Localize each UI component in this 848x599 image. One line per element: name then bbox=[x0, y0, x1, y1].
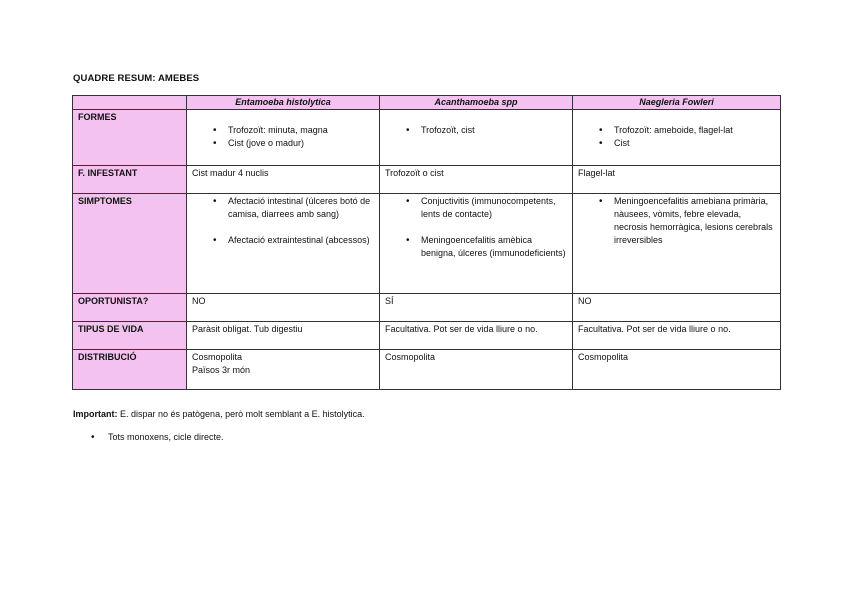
cell-simptomes-entamoeba bbox=[187, 194, 380, 294]
list-item: • Trofozoït: minuta, magna bbox=[228, 124, 374, 137]
bullet-note bbox=[91, 432, 224, 443]
cell-distribucio-entamoeba bbox=[187, 350, 380, 390]
bullet-dot: • bbox=[91, 432, 95, 443]
list-item: • Cist (jove o madur) bbox=[228, 137, 374, 150]
header-acanthamoeba: Acanthamoeba spp bbox=[380, 96, 573, 110]
cell-infestant-entamoeba: Cist madur 4 nuclis bbox=[187, 166, 380, 194]
header-entamoeba: Entamoeba histolytica bbox=[187, 96, 380, 110]
row-label: OPORTUNISTA? bbox=[73, 294, 187, 322]
cell-tipus-naegleria: Facultativa. Pot ser de vida lliure o no. bbox=[573, 322, 781, 350]
cell-line: Cosmopolita bbox=[192, 352, 243, 362]
cell-oportunista-entamoeba: NO bbox=[187, 294, 380, 322]
important-label: Important: bbox=[73, 409, 118, 419]
bullet-note-text: Tots monoxens, cicle directe. bbox=[108, 432, 224, 442]
cell-oportunista-acanthamoeba: SÍ bbox=[380, 294, 573, 322]
row-label: SIMPTOMES bbox=[73, 194, 187, 294]
list-item: • Afectació intestinal (úlceres botó de camisa, diarrees amb sang) bbox=[228, 195, 374, 221]
cell-simptomes-acanthamoeba bbox=[380, 194, 573, 294]
important-note bbox=[73, 409, 365, 419]
cell-formes-naegleria bbox=[573, 110, 781, 166]
row-label: DISTRIBUCIÓ bbox=[73, 350, 187, 390]
table-row-simptomes bbox=[73, 194, 781, 294]
table-row-tipus-de-vida bbox=[73, 322, 781, 350]
header-corner bbox=[73, 96, 187, 110]
cell-simptomes-naegleria bbox=[573, 194, 781, 294]
header-naegleria: Naegleria Fowleri bbox=[573, 96, 781, 110]
table-row-oportunista bbox=[73, 294, 781, 322]
list-item: • Trofozoït: ameboide, flagel-lat bbox=[614, 124, 775, 137]
cell-tipus-entamoeba: Paràsit obligat. Tub digestiu bbox=[187, 322, 380, 350]
list-item: • Trofozoït, cist bbox=[421, 124, 567, 137]
cell-infestant-acanthamoeba: Trofozoït o cist bbox=[380, 166, 573, 194]
list-item: • Conjuctivitis (immunocompetents, lents de contacte) bbox=[421, 195, 567, 221]
row-label: FORMES bbox=[73, 110, 187, 166]
table-row-formes bbox=[73, 110, 781, 166]
list-item: • Afectació extraintestinal (abcessos) bbox=[228, 234, 374, 247]
cell-distribucio-naegleria: Cosmopolita bbox=[573, 350, 781, 390]
table-header-row bbox=[73, 96, 781, 110]
table-row-distribucio bbox=[73, 350, 781, 390]
row-label: F. INFESTANT bbox=[73, 166, 187, 194]
cell-formes-acanthamoeba bbox=[380, 110, 573, 166]
list-item: • Cist bbox=[614, 137, 775, 150]
summary-table bbox=[72, 95, 781, 390]
page-title: QUADRE RESUM: AMEBES bbox=[73, 73, 200, 84]
cell-oportunista-naegleria: NO bbox=[573, 294, 781, 322]
cell-tipus-acanthamoeba: Facultativa. Pot ser de vida lliure o no. bbox=[380, 322, 573, 350]
list-item: • Meningoencefalitis amèbica benigna, úlceres (immunodeficients) bbox=[421, 234, 567, 260]
cell-line: Països 3r món bbox=[192, 365, 251, 375]
cell-infestant-naegleria: Flagel-lat bbox=[573, 166, 781, 194]
list-item: • Meningoencefalitis amebiana primària, nàusees, vòmits, febre elevada, necrosis hemorràgica, lesions cerebrals irreversibles bbox=[614, 195, 775, 247]
row-label: TIPUS DE VIDA bbox=[73, 322, 187, 350]
cell-formes-entamoeba bbox=[187, 110, 380, 166]
important-text: E. dispar no és patògena, però molt semblant a E. histolytica. bbox=[117, 409, 365, 419]
cell-distribucio-acanthamoeba: Cosmopolita bbox=[380, 350, 573, 390]
table-row-infestant bbox=[73, 166, 781, 194]
